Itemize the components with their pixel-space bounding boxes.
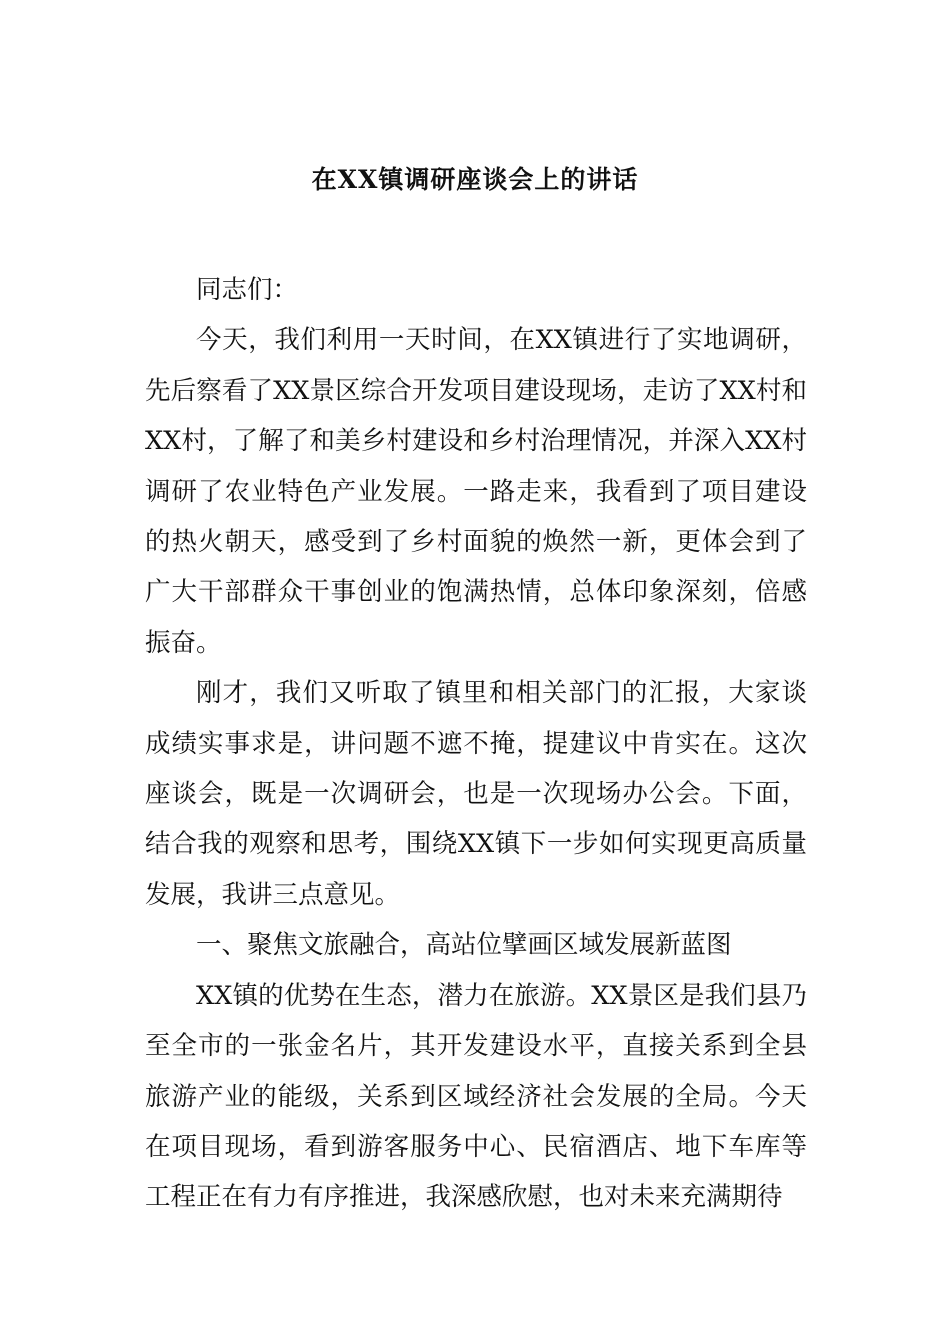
salutation: 同志们：: [196, 275, 299, 305]
document-title: 在XX镇调研座谈会上的讲话: [311, 165, 639, 194]
paragraph-meeting: 刚才，我们又听取了镇里和相关部门的汇报，大家谈成绩实事求是，讲问题不遮不掩，提建议中肯实在。这次座谈会，既是一次调研会，也是一次现场办公会。下面，结合我的观察和思考，围绕XX镇下一步如何实现更高质量发展，我讲三点意见。: [145, 678, 807, 910]
document-body: [145, 265, 807, 1223]
section-heading: 一、聚焦文旅融合，高站位擘画区域发展新蓝图: [196, 930, 732, 961]
paragraph-intro: 今天，我们利用一天时间，在XX镇进行了实地调研，先后察看了XX景区综合开发项目建设现场，走访了XX村和XX村，了解了和美乡村建设和乡村治理情况，并深入XX村调研了农业特色产业发展。一路走来，我看到了项目建设的热火朝天，感受到了乡村面貌的焕然一新，更体会到了广大干部群众干事创业的饱满热情，总体印象深刻，倍感振奋。: [145, 325, 807, 658]
section-paragraph: XX镇的优势在生态，潜力在旅游。XX景区是我们县乃至全市的一张金名片，其开发建设水平，直接关系到全县旅游产业的能级，关系到区域经济社会发展的全局。今天在项目现场，看到游客服务中心、民宿酒店、地下车库等工程正在有力有序推进，我深感欣慰，也对未来充满期待: [145, 980, 807, 1213]
